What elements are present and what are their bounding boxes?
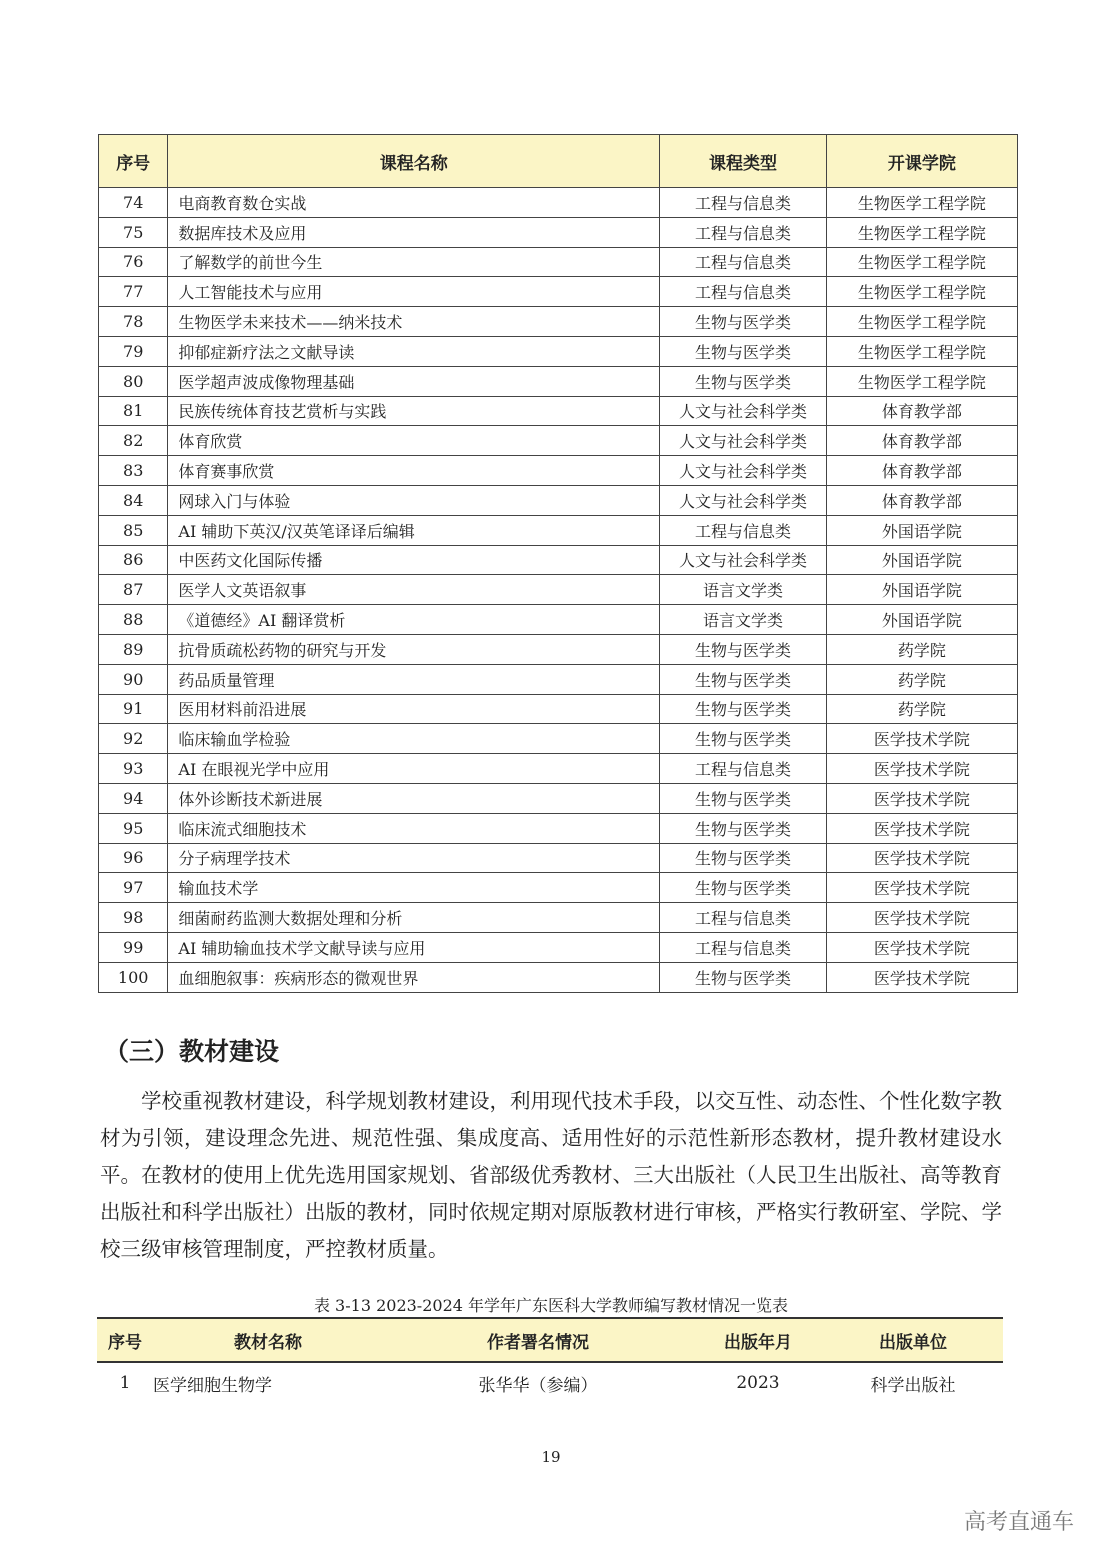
table-row [99, 754, 1018, 784]
cell-college: 药学院 [826, 694, 1017, 724]
cell-course-type: 生物与医学类 [660, 336, 827, 366]
cell-course-name: 人工智能技术与应用 [168, 277, 660, 307]
cell-course-name: 网球入门与体验 [168, 485, 660, 515]
cell-college: 医学技术学院 [826, 754, 1017, 784]
cell-college: 体育教学部 [826, 485, 1017, 515]
cell-college: 生物医学工程学院 [826, 277, 1017, 307]
cell-index: 75 [99, 217, 168, 247]
cell-index: 85 [99, 515, 168, 545]
cell-course-type: 人文与社会科学类 [660, 396, 827, 426]
table-row [99, 873, 1018, 903]
table-row [99, 634, 1018, 664]
header-index: 序号 [97, 1318, 153, 1362]
cell-college: 药学院 [826, 634, 1017, 664]
cell-index: 78 [99, 307, 168, 337]
cell-course-name: 细菌耐药监测大数据处理和分析 [168, 903, 660, 933]
cell-college: 生物医学工程学院 [826, 336, 1017, 366]
cell-college: 生物医学工程学院 [826, 217, 1017, 247]
cell-course-type: 生物与医学类 [660, 634, 827, 664]
course-table-header-row [99, 135, 1018, 188]
table-row [99, 783, 1018, 813]
cell-college: 药学院 [826, 664, 1017, 694]
cell-course-type: 生物与医学类 [660, 724, 827, 754]
cell-course-name: 医用材料前沿进展 [168, 694, 660, 724]
header-course-type: 课程类型 [660, 135, 827, 188]
cell-course-name: 血细胞叙事：疾病形态的微观世界 [168, 962, 660, 992]
table-row [99, 605, 1018, 635]
cell-index: 79 [99, 336, 168, 366]
cell-index: 95 [99, 813, 168, 843]
cell-course-type: 生物与医学类 [660, 783, 827, 813]
cell-course-type: 人文与社会科学类 [660, 456, 827, 486]
cell-college: 医学技术学院 [826, 903, 1017, 933]
cell-course-type: 工程与信息类 [660, 515, 827, 545]
table-row [99, 396, 1018, 426]
table-row [99, 932, 1018, 962]
cell-course-name: 医学人文英语叙事 [168, 575, 660, 605]
cell-college: 生物医学工程学院 [826, 247, 1017, 277]
cell-index: 92 [99, 724, 168, 754]
cell-course-type: 工程与信息类 [660, 217, 827, 247]
cell-course-type: 人文与社会科学类 [660, 426, 827, 456]
cell-index: 77 [99, 277, 168, 307]
section-title: （三）教材建设 [104, 1037, 280, 1066]
cell-course-type: 人文与社会科学类 [660, 545, 827, 575]
cell-course-name: 电商教育数仓实战 [168, 188, 660, 218]
cell-course-type: 语言文学类 [660, 605, 827, 635]
cell-course-type: 生物与医学类 [660, 694, 827, 724]
cell-index: 87 [99, 575, 168, 605]
cell-course-name: 体育赛事欣赏 [168, 456, 660, 486]
header-publisher: 出版单位 [823, 1318, 1003, 1362]
cell-course-type: 工程与信息类 [660, 277, 827, 307]
cell-course-name: 《道德经》AI 翻译赏析 [168, 605, 660, 635]
cell-course-type: 生物与医学类 [660, 843, 827, 873]
cell-college: 医学技术学院 [826, 843, 1017, 873]
table-row [99, 336, 1018, 366]
cell-course-name: 民族传统体育技艺赏析与实践 [168, 396, 660, 426]
cell-college: 生物医学工程学院 [826, 188, 1017, 218]
cell-course-type: 工程与信息类 [660, 903, 827, 933]
cell-index: 91 [99, 694, 168, 724]
table-row [99, 575, 1018, 605]
textbook-table-body [97, 1362, 1003, 1403]
table-row [97, 1362, 1003, 1403]
cell-index: 86 [99, 545, 168, 575]
cell-course-name: 医学超声波成像物理基础 [168, 366, 660, 396]
cell-college: 医学技术学院 [826, 932, 1017, 962]
cell-course-type: 生物与医学类 [660, 873, 827, 903]
table-row [99, 307, 1018, 337]
cell-index: 94 [99, 783, 168, 813]
cell-course-name: 体外诊断技术新进展 [168, 783, 660, 813]
cell-index: 83 [99, 456, 168, 486]
course-table-body [99, 188, 1018, 993]
cell-course-type: 生物与医学类 [660, 664, 827, 694]
header-course-name: 课程名称 [168, 135, 660, 188]
cell-index: 81 [99, 396, 168, 426]
cell-publisher: 科学出版社 [870, 1375, 956, 1396]
cell-course-type: 生物与医学类 [660, 813, 827, 843]
cell-index: 90 [99, 664, 168, 694]
cell-index: 1 [119, 1373, 131, 1393]
cell-course-type: 人文与社会科学类 [660, 485, 827, 515]
cell-course-name: 临床输血学检验 [168, 724, 660, 754]
cell-textbook-name: 医学细胞生物学 [153, 1375, 272, 1396]
cell-college: 医学技术学院 [826, 783, 1017, 813]
cell-course-name: 抗骨质疏松药物的研究与开发 [168, 634, 660, 664]
cell-publish-date: 2023 [736, 1373, 780, 1393]
cell-college: 体育教学部 [826, 396, 1017, 426]
cell-course-name: 生物医学未来技术——纳米技术 [168, 307, 660, 337]
table-row [99, 217, 1018, 247]
cell-index: 80 [99, 366, 168, 396]
cell-course-name: 数据库技术及应用 [168, 217, 660, 247]
cell-index: 89 [99, 634, 168, 664]
table-row [99, 694, 1018, 724]
cell-course-name: 体育欣赏 [168, 426, 660, 456]
table-caption: 表 3-13 2023-2024 年学年广东医科大学教师编写教材情况一览表 [313, 1296, 789, 1315]
cell-index: 93 [99, 754, 168, 784]
header-publish-date: 出版年月 [693, 1318, 823, 1362]
cell-course-name: AI 辅助下英汉/汉英笔译译后编辑 [168, 515, 660, 545]
cell-index: 99 [99, 932, 168, 962]
header-college: 开课学院 [826, 135, 1017, 188]
cell-author: 张华华（参编） [478, 1375, 598, 1396]
cell-course-name: 输血技术学 [168, 873, 660, 903]
cell-college: 外国语学院 [826, 575, 1017, 605]
cell-course-type: 工程与信息类 [660, 188, 827, 218]
cell-course-name: AI 辅助输血技术学文献导读与应用 [168, 932, 660, 962]
cell-course-name: 分子病理学技术 [168, 843, 660, 873]
cell-index: 82 [99, 426, 168, 456]
table-row [99, 545, 1018, 575]
cell-course-name: AI 在眼视光学中应用 [168, 754, 660, 784]
cell-index: 97 [99, 873, 168, 903]
cell-course-name: 了解数学的前世今生 [168, 247, 660, 277]
table-row [99, 962, 1018, 992]
cell-course-name: 中医药文化国际传播 [168, 545, 660, 575]
table-row [99, 664, 1018, 694]
cell-college: 医学技术学院 [826, 813, 1017, 843]
cell-index: 84 [99, 485, 168, 515]
cell-index: 74 [99, 188, 168, 218]
cell-course-type: 工程与信息类 [660, 247, 827, 277]
cell-course-type: 语言文学类 [660, 575, 827, 605]
cell-college: 体育教学部 [826, 456, 1017, 486]
cell-college: 外国语学院 [826, 605, 1017, 635]
cell-college: 外国语学院 [826, 545, 1017, 575]
textbook-table-header-row [97, 1318, 1003, 1362]
cell-college: 医学技术学院 [826, 873, 1017, 903]
course-table [98, 134, 1018, 993]
table-row [99, 188, 1018, 218]
header-author: 作者署名情况 [383, 1318, 693, 1362]
cell-course-type: 生物与医学类 [660, 962, 827, 992]
cell-course-name: 抑郁症新疗法之文献导读 [168, 336, 660, 366]
table-row [99, 843, 1018, 873]
cell-index: 100 [99, 962, 168, 992]
watermark: 高考直通车 [963, 1510, 1074, 1535]
cell-course-type: 工程与信息类 [660, 754, 827, 784]
table-row [99, 247, 1018, 277]
cell-index: 76 [99, 247, 168, 277]
table-row [99, 903, 1018, 933]
cell-course-type: 生物与医学类 [660, 366, 827, 396]
cell-college: 体育教学部 [826, 426, 1017, 456]
table-row [99, 813, 1018, 843]
cell-course-name: 药品质量管理 [168, 664, 660, 694]
cell-college: 医学技术学院 [826, 724, 1017, 754]
cell-index: 96 [99, 843, 168, 873]
cell-index: 98 [99, 903, 168, 933]
table-row [99, 366, 1018, 396]
cell-course-type: 工程与信息类 [660, 932, 827, 962]
cell-course-type: 生物与医学类 [660, 307, 827, 337]
cell-index: 88 [99, 605, 168, 635]
table-row [99, 277, 1018, 307]
table-row [99, 485, 1018, 515]
cell-college: 外国语学院 [826, 515, 1017, 545]
table-row [99, 724, 1018, 754]
cell-college: 医学技术学院 [826, 962, 1017, 992]
cell-college: 生物医学工程学院 [826, 307, 1017, 337]
textbook-table [97, 1317, 1003, 1403]
cell-college: 生物医学工程学院 [826, 366, 1017, 396]
header-index: 序号 [99, 135, 168, 188]
table-row [99, 515, 1018, 545]
page-number: 19 [541, 1448, 561, 1466]
table-row [99, 456, 1018, 486]
cell-course-name: 临床流式细胞技术 [168, 813, 660, 843]
table-row [99, 426, 1018, 456]
header-textbook-name: 教材名称 [153, 1318, 383, 1362]
section-paragraph: 学校重视教材建设，科学规划教材建设，利用现代技术手段，以交互性、动态性、个性化数字教材为引领，建设理念先进、规范性强、集成度高、适用性好的示范性新形态教材，提升教材建设水平。在教材的使用上优先选用国家规划、省部级优秀教材、三大出版社（人民卫生出版社、高等教育出版社和科学出版社）出版的教材，同时依规定期对原版教材进行审核，严格实行教研室、学院、学校三级审核管理制度，严控教材质量。 [100, 1089, 1002, 1261]
